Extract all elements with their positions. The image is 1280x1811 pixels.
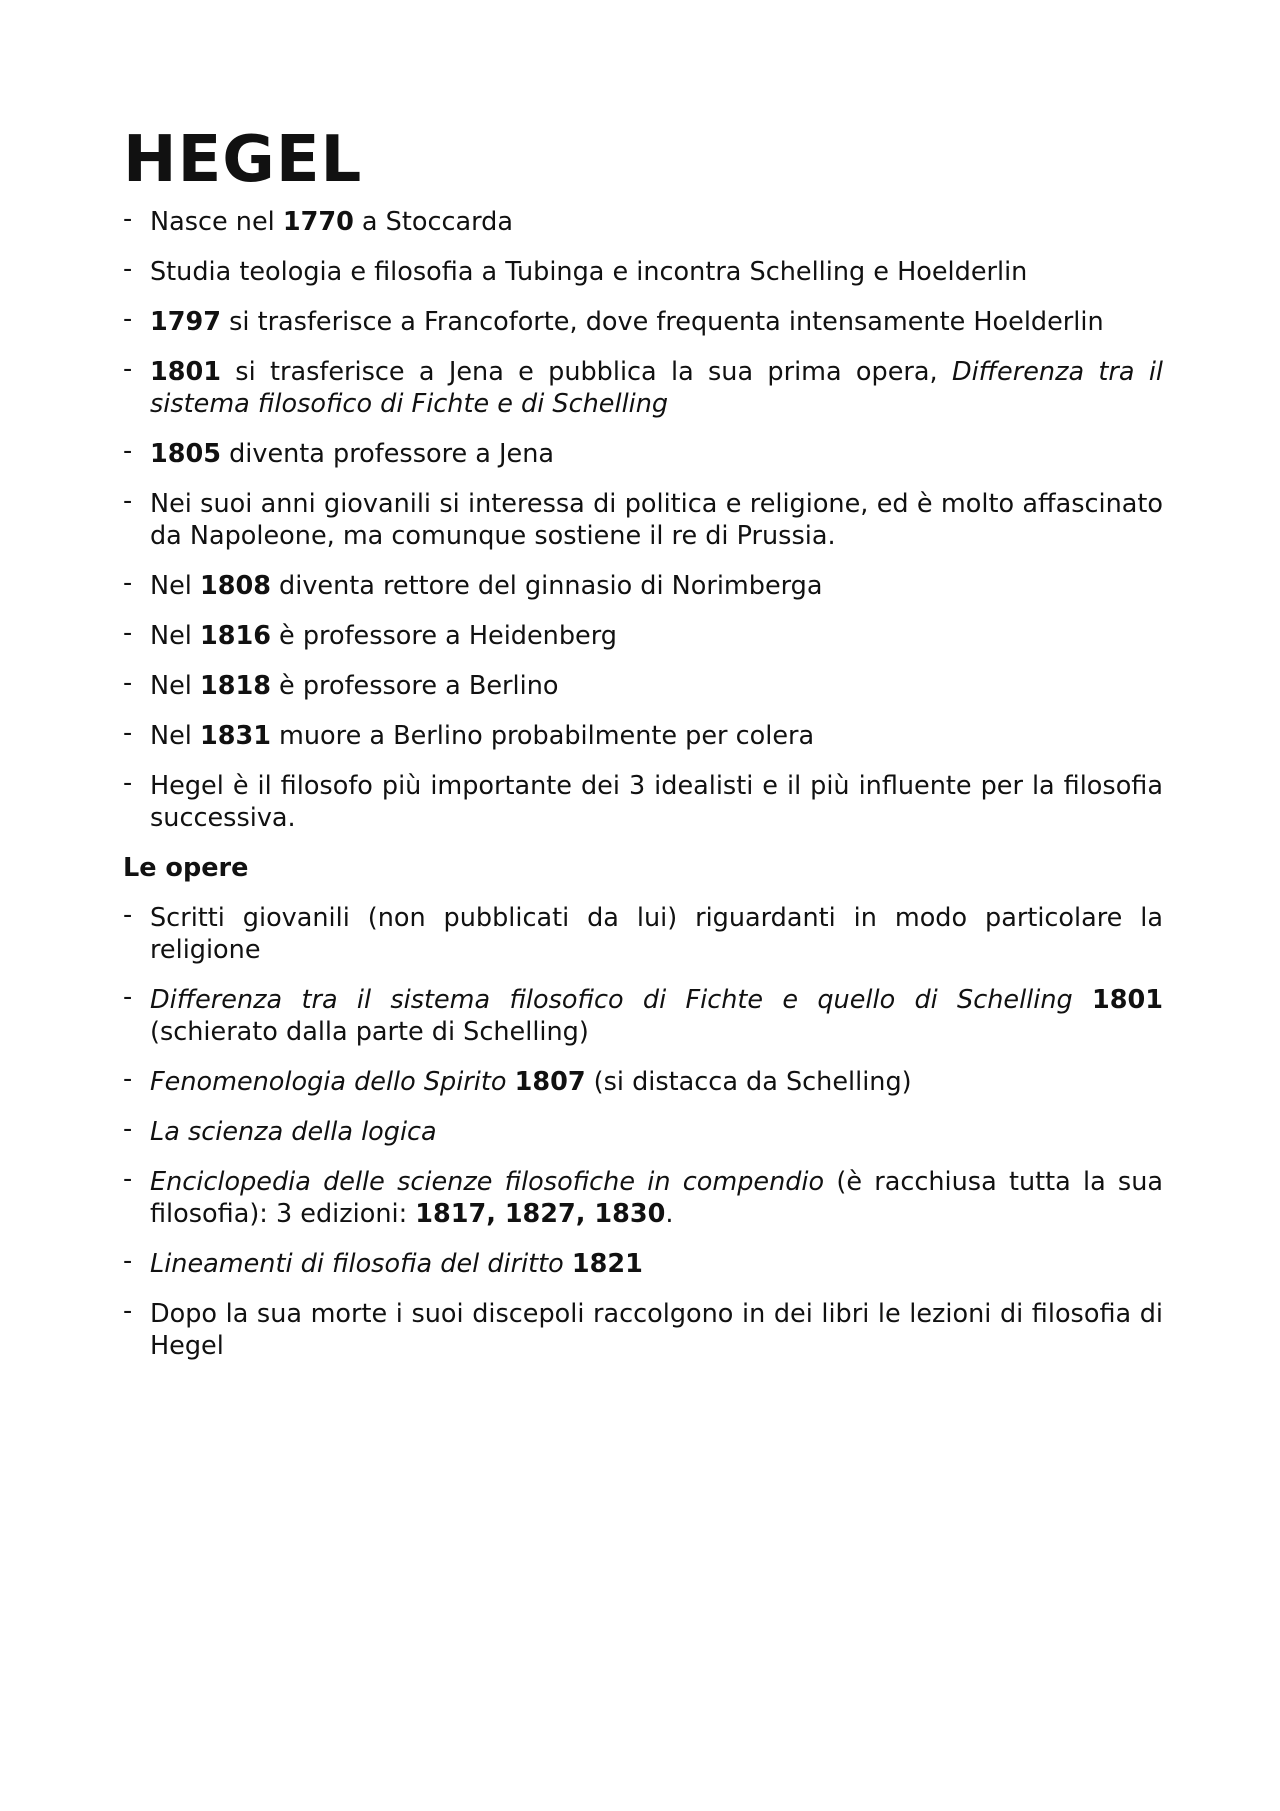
italic-text: La scienza della logica — [150, 1117, 437, 1147]
works-list-item — [123, 902, 1163, 966]
italic-text: Enciclopedia delle scienze filosofiche in compendio — [150, 1167, 825, 1197]
dash-bullet: - — [123, 900, 133, 930]
bio-list-item — [123, 438, 1163, 470]
bold-text: 1816 — [199, 621, 271, 651]
text-segment: si trasferisce a Jena e pubblica la sua prima opera, — [220, 357, 952, 387]
text-segment: Nel — [150, 721, 200, 751]
italic-text: Differenza tra il sistema filosofico di Fichte e quello di Schelling — [150, 985, 1073, 1015]
bold-text: 1818 — [199, 671, 271, 701]
works-list-item — [123, 1116, 1163, 1148]
bio-list-item — [123, 206, 1163, 238]
text-segment: Scritti giovanili (non pubblicati da lui) riguardanti in modo particolare la religione — [150, 903, 1163, 965]
text-segment: Nasce nel — [150, 207, 283, 237]
text-segment — [506, 1067, 514, 1097]
works-list-item — [123, 1298, 1163, 1362]
works-list-item — [123, 984, 1163, 1048]
dash-bullet: - — [123, 1114, 133, 1144]
dash-bullet: - — [123, 768, 133, 798]
text-segment: Studia teologia e filosofia a Tubinga e incontra Schelling e Hoelderlin — [150, 257, 1028, 287]
bold-text: 1770 — [282, 207, 354, 237]
dash-bullet: - — [123, 982, 133, 1012]
bio-list-item — [123, 256, 1163, 288]
text-segment: (è racchiusa tutta la sua filosofia): 3 edizioni: — [150, 1167, 1164, 1229]
text-segment: (si distacca da Schelling) — [585, 1067, 912, 1097]
document-page — [123, 124, 1163, 1380]
dash-bullet: - — [123, 254, 133, 284]
dash-bullet: - — [123, 1064, 133, 1094]
dash-bullet: - — [123, 1164, 133, 1194]
section-heading-works: Le opere — [123, 853, 249, 883]
dash-bullet: - — [123, 486, 133, 516]
text-segment: muore a Berlino probabilmente per colera — [270, 721, 815, 751]
text-segment: si trasferisce a Francoforte, dove frequenta intensamente Hoelderlin — [220, 307, 1104, 337]
bio-list-item — [123, 570, 1163, 602]
dash-bullet: - — [123, 1296, 133, 1326]
dash-bullet: - — [123, 568, 133, 598]
bold-text: 1807 — [514, 1067, 586, 1097]
bold-text: 1817, 1827, 1830 — [415, 1199, 666, 1229]
works-list — [123, 902, 1163, 1362]
text-segment: è professore a Heidenberg — [270, 621, 617, 651]
bold-text: 1831 — [199, 721, 271, 751]
text-segment: diventa professore a Jena — [220, 439, 555, 469]
biography-list — [123, 206, 1163, 834]
text-segment: Nei suoi anni giovanili si interessa di politica e religione, ed è molto affascinato da Napoleone, ma comunque sostiene il re di Prussia. — [150, 489, 1163, 551]
bio-list-item — [123, 720, 1163, 752]
bold-text: 1821 — [571, 1249, 643, 1279]
text-segment: diventa rettore del ginnasio di Norimberga — [270, 571, 823, 601]
dash-bullet: - — [123, 718, 133, 748]
bio-list-item — [123, 488, 1163, 552]
italic-text: Differenza tra il sistema filosofico di Fichte e di Schelling — [150, 357, 1163, 419]
bio-list-item — [123, 670, 1163, 702]
dash-bullet: - — [123, 304, 133, 334]
bold-text: 1801 — [150, 357, 221, 387]
bold-text: 1797 — [150, 307, 221, 337]
text-segment: Nel — [150, 671, 200, 701]
works-list-item — [123, 1066, 1163, 1098]
text-segment: Hegel è il filosofo più importante dei 3 idealisti e il più influente per la filosofia successiva. — [150, 771, 1163, 833]
bio-list-item — [123, 356, 1163, 420]
text-segment — [564, 1249, 572, 1279]
text-segment: . — [665, 1199, 674, 1229]
text-segment: (schierato dalla parte di Schelling) — [150, 1017, 589, 1047]
dash-bullet: - — [123, 1246, 133, 1276]
text-segment: Dopo la sua morte i suoi discepoli raccolgono in dei libri le lezioni di filosofia di Hegel — [150, 1299, 1163, 1361]
text-segment — [1073, 985, 1092, 1015]
works-list-item — [123, 1248, 1163, 1280]
dash-bullet: - — [123, 204, 133, 234]
works-list-item — [123, 1166, 1163, 1230]
bio-list-item — [123, 770, 1163, 834]
dash-bullet: - — [123, 436, 133, 466]
italic-text: Lineamenti di filosofia del diritto — [150, 1249, 564, 1279]
bold-text: 1805 — [150, 439, 221, 469]
text-segment: a Stoccarda — [353, 207, 513, 237]
italic-text: Fenomenologia dello Spirito — [150, 1067, 507, 1097]
bio-list-item — [123, 306, 1163, 338]
text-segment: è professore a Berlino — [270, 671, 559, 701]
bio-list-item — [123, 620, 1163, 652]
bold-text: 1801 — [1092, 985, 1164, 1015]
page-title: HEGEL — [123, 123, 363, 197]
bold-text: 1808 — [199, 571, 271, 601]
text-segment: Nel — [150, 621, 200, 651]
dash-bullet: - — [123, 668, 133, 698]
text-segment: Nel — [150, 571, 200, 601]
dash-bullet: - — [123, 618, 133, 648]
dash-bullet: - — [123, 354, 133, 384]
